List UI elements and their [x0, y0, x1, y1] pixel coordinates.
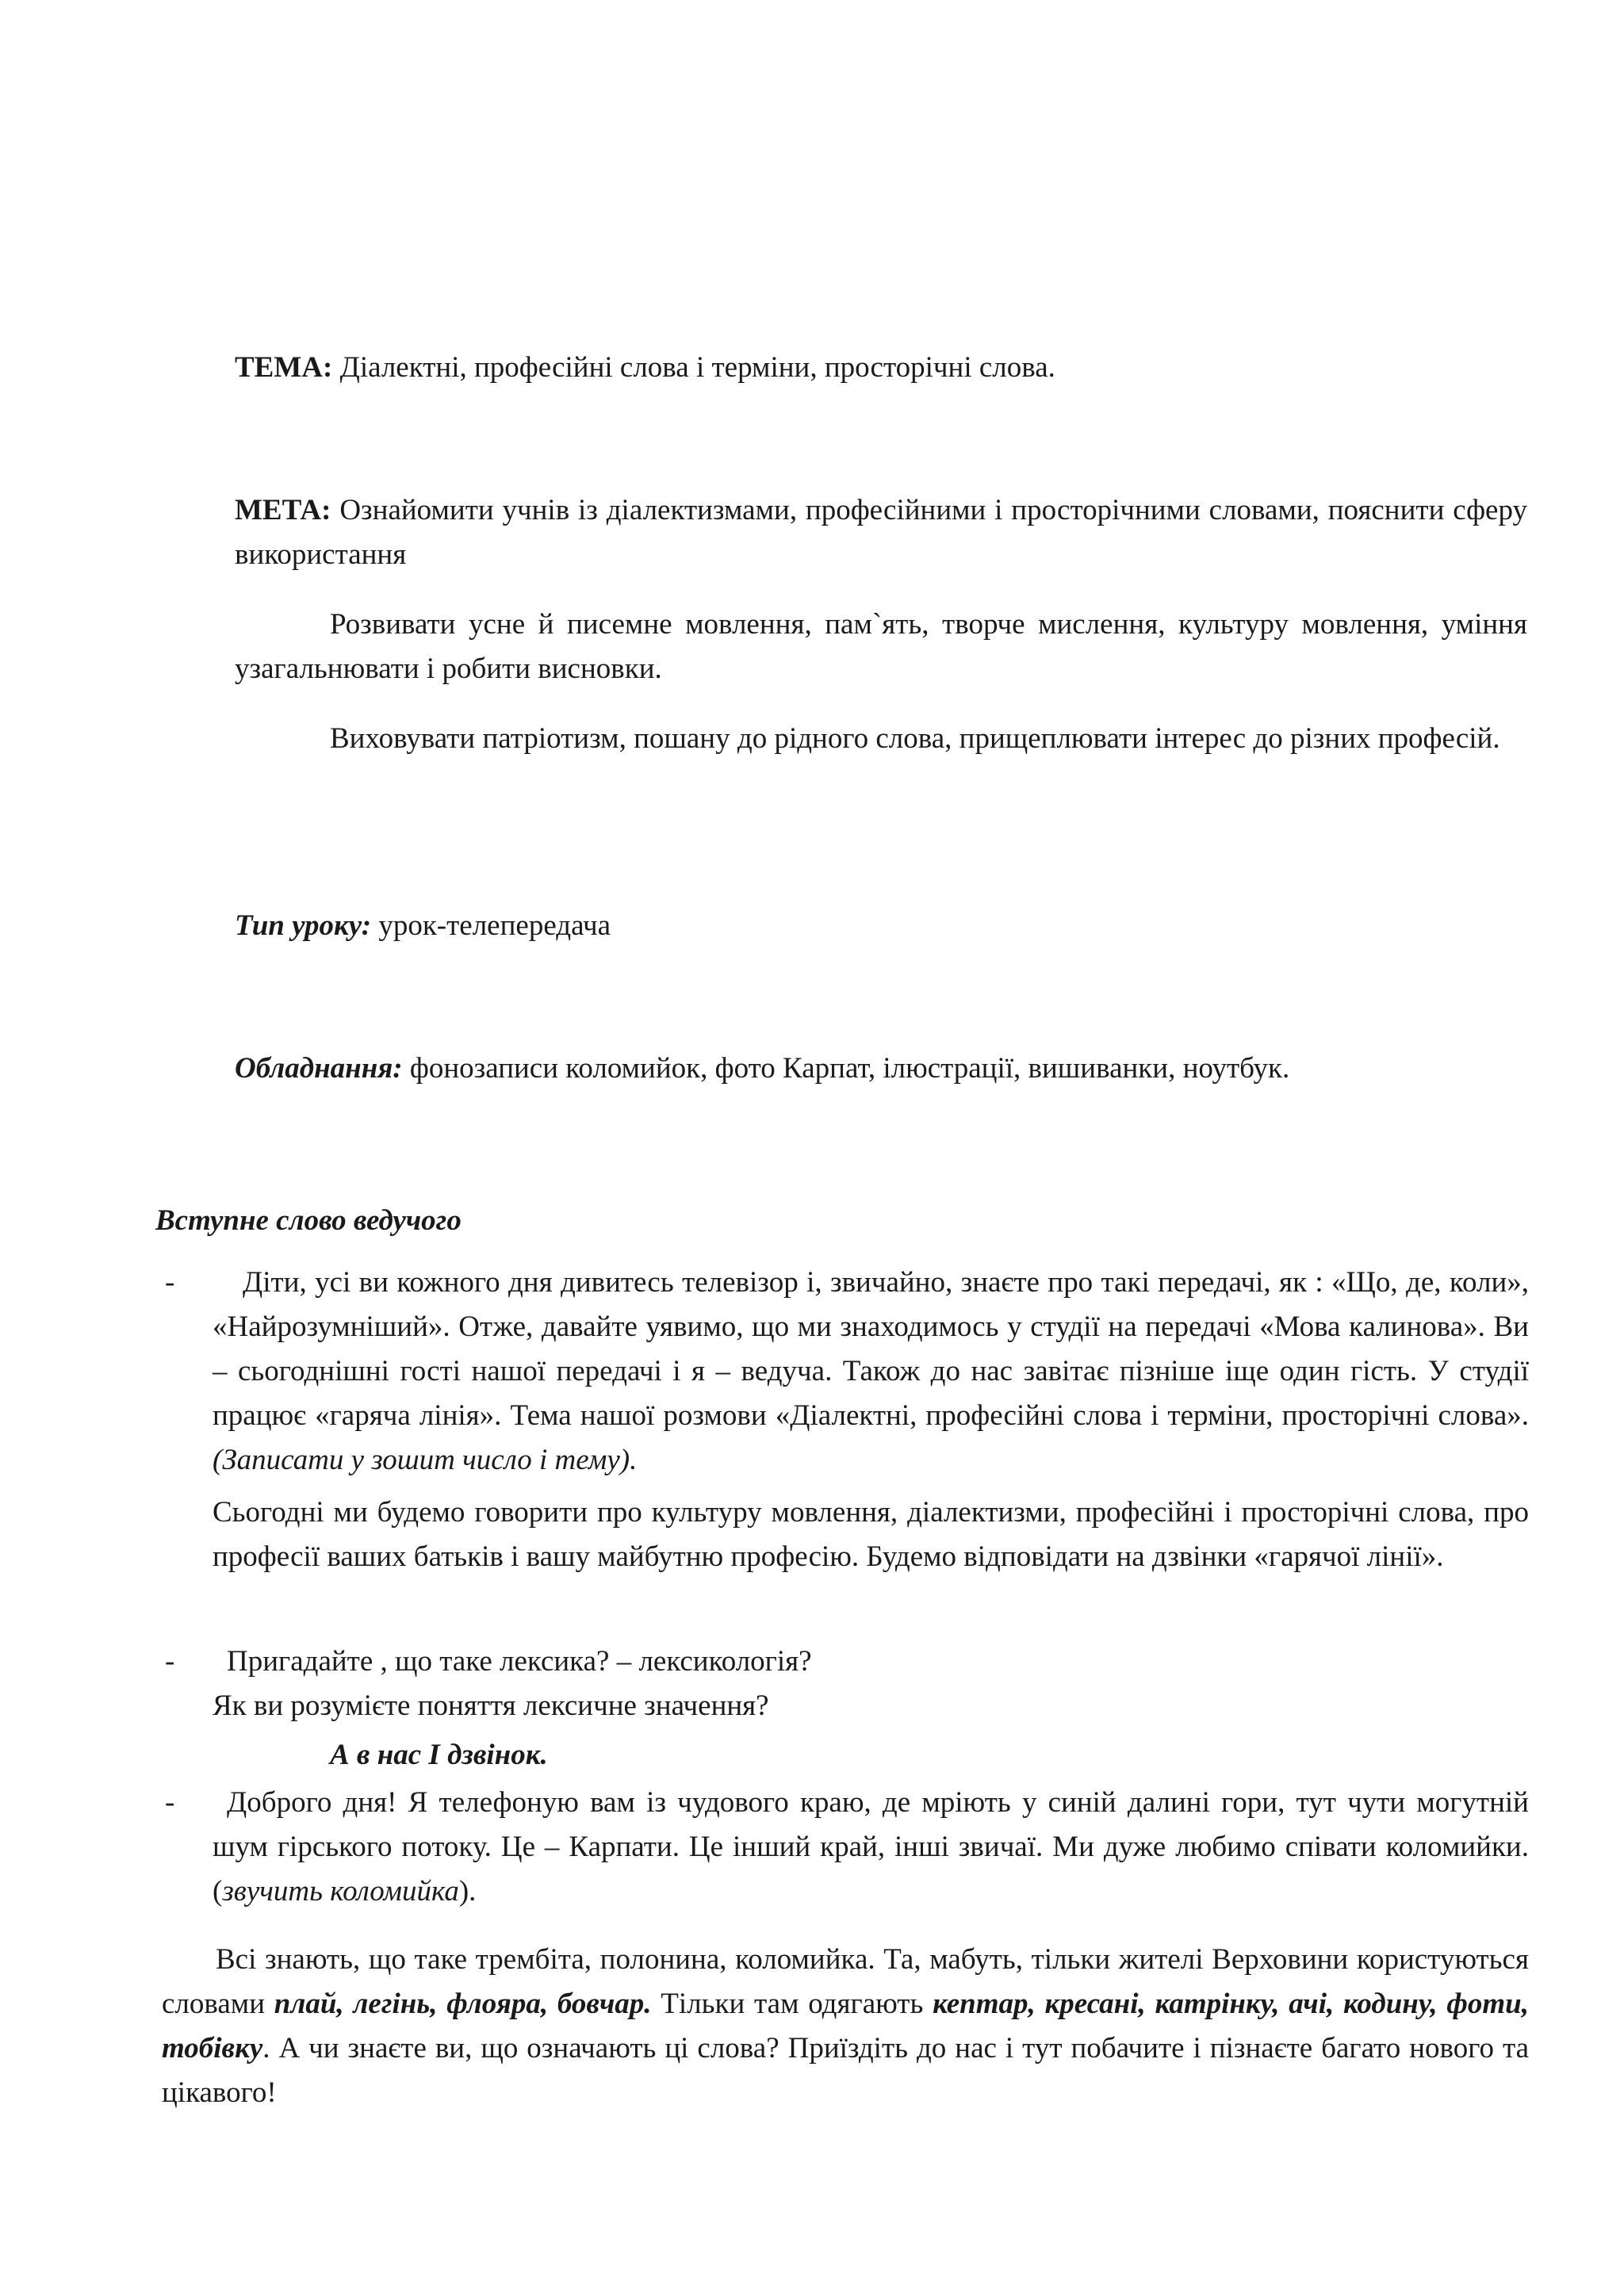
intro-dash: -: [165, 1266, 175, 1299]
intro-paragraph: [213, 1261, 1529, 1483]
final-text-1: Всі знають, що таке трембіта, полонина, коломийка. Та, мабуть, тільки жителі Верховини користуються словами: [162, 1943, 1529, 2020]
call1-text-end: ).: [458, 1875, 477, 1908]
final-words-2: кептар, кресані, катрінку, ачі, кодину, фоти, тобівку: [162, 1988, 1529, 2064]
aim-educate-paragraph: Виховувати патріотизм, пошану до рідного слова, прищеплювати інтерес до різних професій.: [330, 722, 1500, 755]
intro-heading: Вступне слово ведучого: [155, 1204, 462, 1237]
final-text-2: Тільки там одягають: [651, 1988, 933, 2020]
aim-paragraph: [235, 488, 1527, 577]
call1-paragraph: [213, 1781, 1529, 1914]
topic-line: [235, 346, 1519, 390]
final-text-3: . А чи знаєте ви, що означають ці слова? Приїздіть до нас і тут побачите і пізнаєте багато нового та цікавого!: [162, 2032, 1529, 2109]
call1-note: звучить коломийка: [222, 1875, 459, 1908]
topic-text: Діалектні, професійні слова і терміни, просторічні слова.: [332, 351, 1055, 384]
intro-text: Діти, усі ви кожного дня дивитесь телевізор і, звичайно, знаєте про такі передачі, як : «Що, де, коли», «Найрозумніший». Отже, давайте уявимо, що ми знаходимось у студії на передачі «Мова калинова». Ви – сьогоднішні гості нашої передачі і я – ведуча. Також до нас завітає пізніше іще один гість. У студії працює «гаряча лінія». Тема нашої розмови «Діалектні, професійні слова і терміни, просторічні слова».: [213, 1266, 1529, 1432]
question-line-2: Як ви розумієте поняття лексичне значення?: [213, 1689, 769, 1722]
call1-text: Доброго дня! Я телефоную вам із чудового краю, де мріють у синій далині гори, тут чути могутній шум гірського потоку. Це – Карпати. Це інший край, інші звичаї. Ми дуже любимо співати коломийки. (: [213, 1786, 1529, 1908]
equipment-label: Обладнання:: [235, 1052, 403, 1085]
question-line-1: Пригадайте , що таке лексика? – лексикологія?: [227, 1645, 812, 1678]
topic-label: ТЕМА:: [235, 351, 333, 384]
lesson-type-line: [235, 904, 1519, 948]
intro-paragraph-2: Сьогодні ми будемо говорити про культуру мовлення, діалектизми, професійні і просторічні слова, про професії ваших батьків і вашу майбутню професію. Будемо відповідати на дзвінки «гарячої лінії».: [213, 1496, 1529, 1573]
equipment-line: [235, 1047, 1519, 1091]
call1-heading: А в нас І дзвінок.: [330, 1739, 548, 1771]
lesson-type-text: урок-телепередача: [371, 909, 611, 942]
aim-develop-paragraph: Розвивати усне й писемне мовлення, пам`ять, творче мислення, культуру мовлення, уміння узагальнювати і робити висновки.: [235, 608, 1527, 685]
question-dash: -: [165, 1645, 175, 1678]
call1-dash: -: [165, 1786, 175, 1819]
lesson-type-label: Тип уроку:: [235, 909, 372, 942]
intro-note: (Записати у зошит число і тему).: [213, 1444, 638, 1476]
equipment-text: фонозаписи коломийок, фото Карпат, ілюстрації, вишиванки, ноутбук.: [402, 1052, 1290, 1085]
aim-label: МЕТА:: [235, 494, 331, 526]
final-paragraph: [162, 1938, 1529, 2115]
final-words-1: плай, легінь, флояра, бовчар.: [274, 1988, 652, 2020]
aim-text: Ознайомити учнів із діалектизмами, професійними і просторічними словами, пояснити сферу використання: [235, 494, 1527, 571]
